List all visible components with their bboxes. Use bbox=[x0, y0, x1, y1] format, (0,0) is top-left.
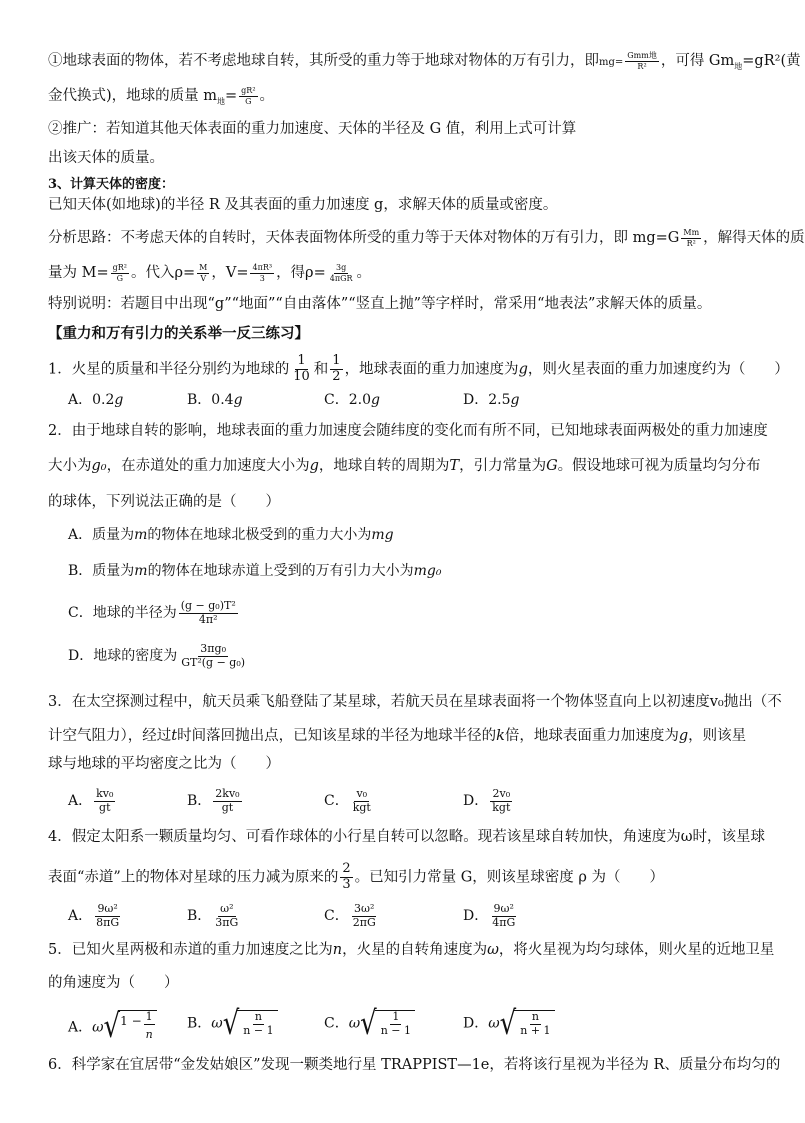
q2-option-d[interactable]: D．地球的密度为 $\frac{\text{3πg₀}}{\text{GT²(g − g₀)}}$ bbox=[68, 642, 246, 669]
q5-option-c[interactable]: C．ω √ 1 n − 1 bbox=[324, 1010, 415, 1037]
intro-line-1: ①地球表面的物体，若不考虑地球自转，其所受的重力等于地球对物体的万有引力，即mg= Gmm地 R² ，可得 $Gm_地=gR^2$(黄 bbox=[48, 51, 801, 71]
q3-option-b[interactable]: B． $\frac{\text{2kv₀}}{gt}$ bbox=[187, 787, 240, 814]
q2-option-a[interactable]: A．质量为m的物体在地球北极受到的重力大小为mg bbox=[68, 527, 394, 543]
q4-option-d[interactable]: D． $\frac{\text{9ω²}}{4\pi G}$ bbox=[463, 902, 516, 929]
section-3-special: 特别说明：若题目中出现“g”“地面”“自由落体”“竖直上抛”等字样时，常采用“地表法”求解天体的质量。 bbox=[48, 296, 712, 312]
q2-option-b[interactable]: B．质量为m的物体在地球赤道上受到的万有引力大小为mg₀ bbox=[68, 563, 442, 579]
q1-option-b[interactable]: B．0.4g bbox=[187, 392, 243, 408]
fraction: v₀ kgt bbox=[352, 787, 371, 814]
q1-option-c[interactable]: C．2.0g bbox=[324, 392, 380, 408]
question-1: 1．火星的质量和半径分别约为地球的 $\frac{1}{10}$ 和 $\frac{1}{2}$ ，地球表面的重力加速度为g，则火星表面的重力加速度约为（ ） bbox=[48, 353, 789, 384]
q1-option-d[interactable]: D．2.5g bbox=[463, 392, 520, 408]
fraction: $\frac{\text{3ω²}}{2\pi G}$ bbox=[352, 902, 376, 929]
fraction: $\frac{M}{V}$ bbox=[199, 263, 208, 283]
fraction: n n − 1 bbox=[243, 1010, 274, 1037]
fraction: $\frac{\text{(g − g₀)T²}}{\text{4π²}}$ bbox=[180, 599, 236, 626]
intro-line-2: 金代换式)，地球的质量 $m_地=$ $\frac{\text{gR²}}{G}$ 。 bbox=[48, 86, 275, 106]
practice-heading: 【重力和万有引力的关系举一反三练习】 bbox=[48, 325, 309, 342]
q5-option-a[interactable]: A．ω √ 1 − $\frac{1}{n}$ bbox=[68, 1010, 157, 1045]
fraction: $\frac{\text{kv₀}}{gt}$ bbox=[96, 787, 114, 814]
section-3-mass: 量为 M= $\frac{\text{gR²}}{G}$ 。代入ρ= $\frac{M}{V}$ ，V= $\frac{\text{4πR³}}{3}$ ，得ρ= 3g 4πGR 。 bbox=[48, 263, 372, 283]
fraction: $\frac{\text{3πg₀}}{\text{GT²(g − g₀)}}$ bbox=[181, 642, 246, 669]
question-6-line-1: 6．科学家在宜居带“金发姑娘区”发现一颗类地行星 TRAPPIST—1e，若将该行星视为半径为 R、质量分布均匀的 bbox=[48, 1057, 781, 1073]
q3-option-c[interactable]: C． v₀ kgt bbox=[324, 787, 371, 814]
section-3-known: 已知天体(如地球)的半径 R 及其表面的重力加速度 g，求解天体的质量或密度。 bbox=[48, 197, 558, 213]
question-5-line-1: 5．已知火星两极和赤道的重力加速度之比为n，火星的自转角速度为ω，将火星视为均匀球体，则火星的近地卫星 bbox=[48, 942, 775, 958]
fraction: 1 n − 1 bbox=[380, 1010, 412, 1037]
sqrt: √ 1 n − 1 bbox=[360, 1010, 415, 1037]
question-3-line-3: 球与地球的平均密度之比为（ ） bbox=[48, 756, 280, 772]
section-3-analysis: 分析思路：不考虑天体的自转时，天体表面物体所受的重力等于天体对物体的万有引力，即 mg=G $\frac{Mm}{\text{R²}}$ ，解得天体的质 bbox=[48, 228, 805, 248]
fraction: $\frac{\text{9ω²}}{4\pi G}$ bbox=[492, 902, 516, 929]
fraction: 3g 4πGR bbox=[329, 263, 353, 283]
fraction: $\frac{2}{3}$ bbox=[342, 861, 351, 892]
fraction: 2v₀ kgt bbox=[492, 787, 511, 814]
intro-line-4: 出该天体的质量。 bbox=[48, 150, 164, 166]
question-5-line-2: 的角速度为（ ） bbox=[48, 975, 179, 991]
fraction: $\frac{\text{4πR³}}{3}$ bbox=[252, 263, 273, 283]
fraction: $\frac{\text{gR²}}{G}$ bbox=[112, 263, 127, 283]
fraction: $\frac{\text{ω²}}{3\pi G}$ bbox=[215, 902, 239, 929]
fraction: $\frac{Mm}{\text{R²}}$ bbox=[683, 228, 700, 248]
question-2-line-2: 大小为g₀，在赤道处的重力加速度大小为g，地球自转的周期为T，引力常量为G。假设地球可视为质量均匀分布 bbox=[48, 458, 761, 474]
fraction: n n + 1 bbox=[520, 1010, 551, 1037]
fraction: $\frac{\text{gR²}}{G}$ bbox=[241, 86, 256, 106]
question-3-line-1: 3．在太空探测过程中，航天员乘飞船登陆了某星球，若航天员在星球表面将一个物体竖直向上以初速度v₀抛出（不 bbox=[48, 694, 782, 710]
section-3-heading: 3、计算天体的密度： bbox=[48, 177, 175, 192]
q4-option-b[interactable]: B． $\frac{\text{ω²}}{3\pi G}$ bbox=[187, 902, 239, 929]
q5-option-d[interactable]: D．ω √ n n + 1 bbox=[463, 1010, 555, 1037]
question-4-line-1: 4．假定太阳系一颗质量均匀、可看作球体的小行星自转可以忽略。现若该星球自转加快，角速度为ω时，该星球 bbox=[48, 829, 766, 845]
question-2-line-3: 的球体，下列说法正确的是（ ） bbox=[48, 494, 280, 510]
q3-option-a[interactable]: A． $\frac{\text{kv₀}}{gt}$ bbox=[68, 787, 114, 814]
fraction: $\frac{\text{2kv₀}}{gt}$ bbox=[215, 787, 240, 814]
q3-option-d[interactable]: D． 2v₀ kgt bbox=[463, 787, 511, 814]
question-3-line-2: 计空气阻力），经过t时间落回抛出点，已知该星球的半径为地球半径的k倍，地球表面重力加速度为g，则该星 bbox=[48, 728, 747, 744]
fraction: Gmm地 R² bbox=[627, 51, 657, 71]
fraction: $\frac{1}{10}$ bbox=[293, 353, 310, 384]
q4-option-c[interactable]: C． $\frac{\text{3ω²}}{2\pi G}$ bbox=[324, 902, 376, 929]
sqrt: √ 1 − $\frac{1}{n}$ bbox=[104, 1010, 157, 1045]
q4-option-a[interactable]: A． $\frac{\text{9ω²}}{8\pi G}$ bbox=[68, 902, 120, 929]
sqrt: √ n n + 1 bbox=[500, 1010, 555, 1037]
fraction: $\frac{\text{9ω²}}{8\pi G}$ bbox=[96, 902, 120, 929]
q2-option-c[interactable]: C．地球的半径为 $\frac{\text{(g − g₀)T²}}{\text{4π²}}$ bbox=[68, 599, 236, 626]
question-4-line-2: 表面“赤道”上的物体对星球的压力减为原来的 $\frac{2}{3}$ 。已知引力常量 G，则该星球密度 ρ 为（ ） bbox=[48, 861, 665, 892]
intro-line-3: ②推广：若知道其他天体表面的重力加速度、天体的半径及 G 值，利用上式可计算 bbox=[48, 121, 577, 137]
question-2-line-1: 2．由于地球自转的影响，地球表面的重力加速度会随纬度的变化而有所不同，已知地球表面两极处的重力加速度 bbox=[48, 423, 768, 439]
fraction: $\frac{1}{2}$ bbox=[332, 353, 341, 384]
q5-option-b[interactable]: B．ω √ n n − 1 bbox=[187, 1010, 278, 1037]
fraction: $\frac{1}{n}$ bbox=[145, 1010, 153, 1041]
sqrt: √ n n − 1 bbox=[223, 1010, 278, 1037]
q1-option-a[interactable]: A．0.2g bbox=[68, 392, 124, 408]
